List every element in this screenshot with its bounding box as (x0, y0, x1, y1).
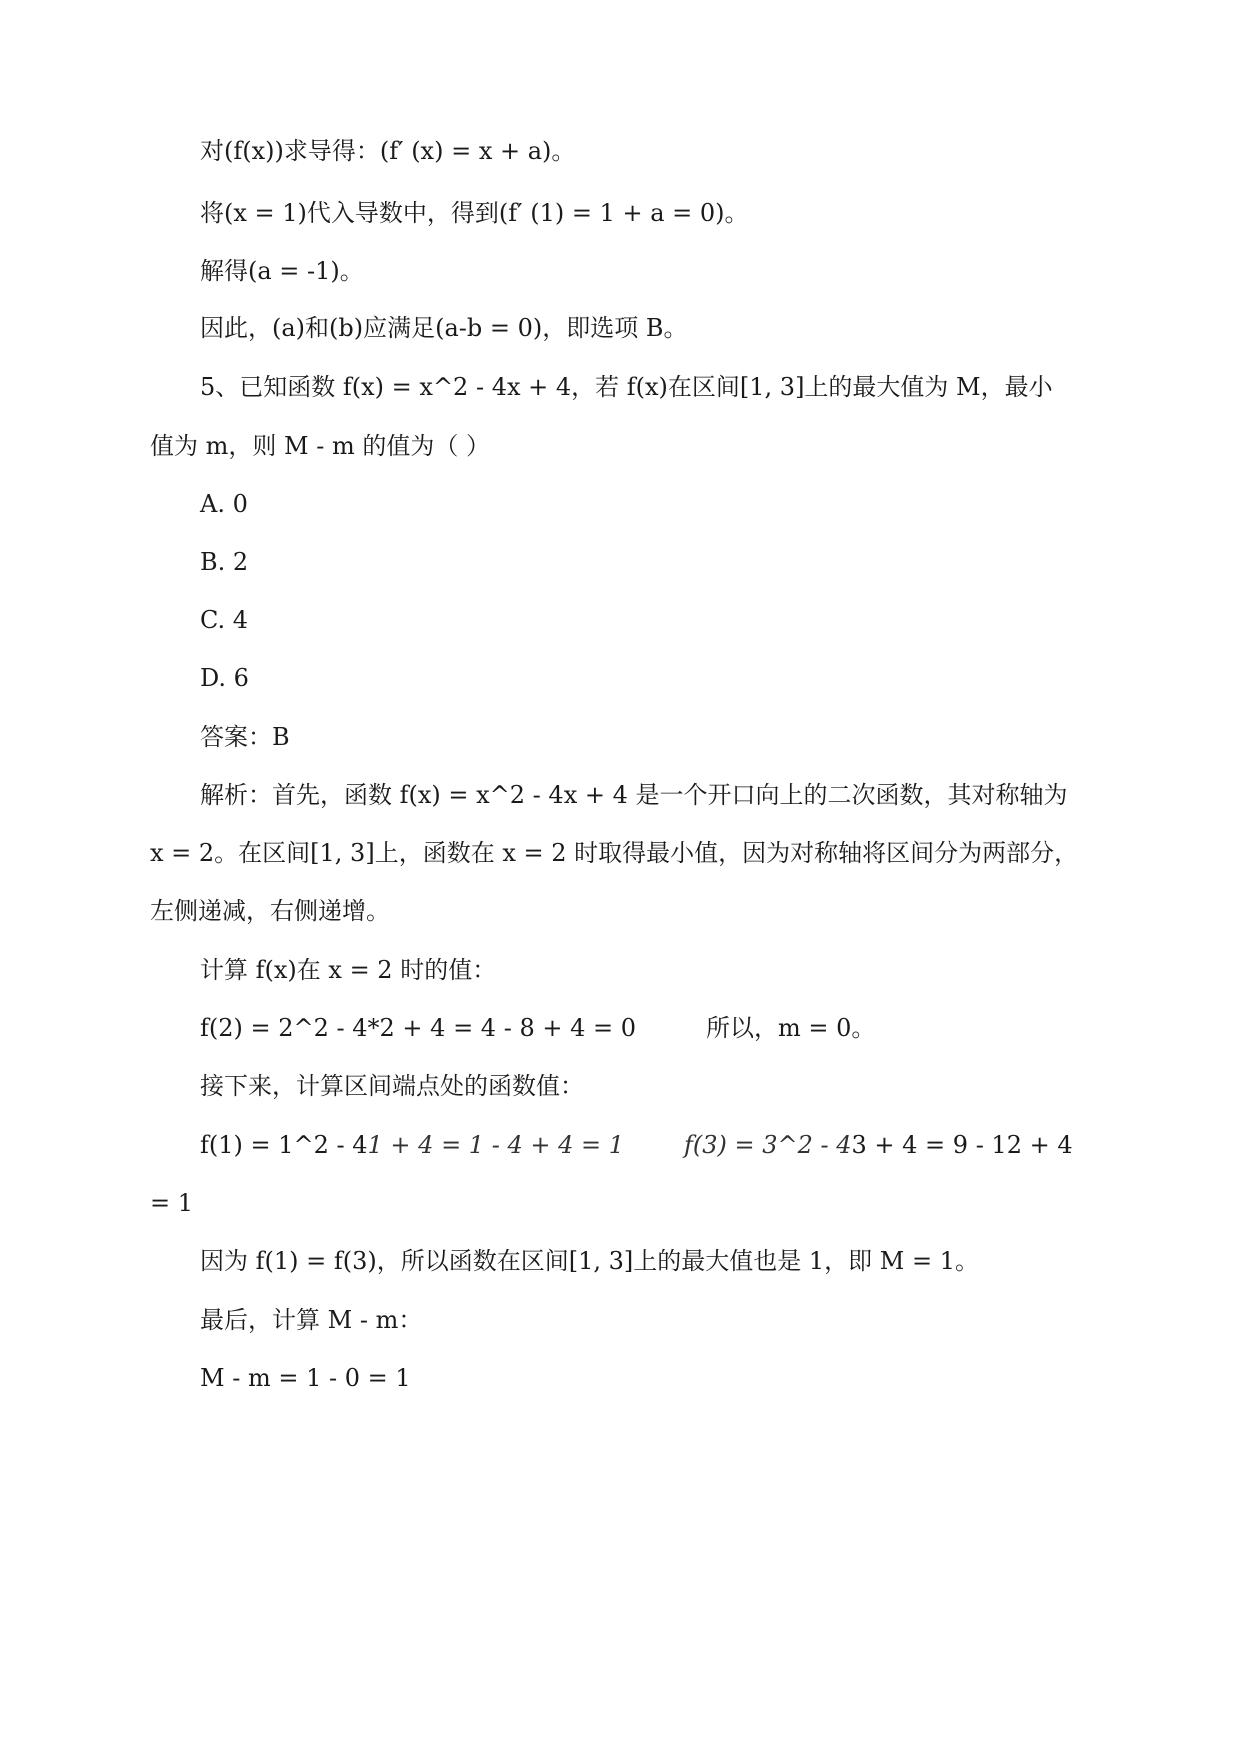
answer-line: 答案：B (200, 723, 290, 751)
text-line-derivative: 对(f(x))求导得：(f′ (x) = x + a)。 (200, 137, 576, 165)
option-b: B. 2 (200, 548, 249, 576)
f1-expression-italic: 1 + 4 = 1 - 4 + 4 = 1 (367, 1131, 624, 1159)
option-a: A. 0 (200, 490, 248, 518)
final-intro: 最后，计算 M - m： (200, 1306, 423, 1334)
analysis-line-2: x = 2。在区间[1, 3]上，函数在 x = 2 时取得最小值，因为对称轴将区间分为两部分， (150, 839, 1079, 867)
f2-expression: f(2) = 2^2 - 4*2 + 4 = 4 - 8 + 4 = 0 (200, 1014, 636, 1042)
final-result: M - m = 1 - 0 = 1 (200, 1364, 411, 1392)
f3-expression-end: 3 + 4 = 9 - 12 + 4 (851, 1131, 1073, 1159)
question-5-line-1: 5、已知函数 f(x) = x^2 - 4x + 4，若 f(x)在区间[1, 3]上的最大值为 M，最小 (200, 373, 1053, 401)
text-line-solve-a: 解得(a = -1)。 (200, 257, 364, 285)
compute-f2-intro: 计算 f(x)在 x = 2 时的值： (200, 956, 497, 984)
option-d: D. 6 (200, 664, 249, 692)
text-line-substitute: 将(x = 1)代入导数中，得到(f′ (1) = 1 + a = 0)。 (200, 199, 749, 227)
endpoints-line-wrap: = 1 (150, 1189, 194, 1217)
endpoints-intro: 接下来，计算区间端点处的函数值： (200, 1072, 584, 1100)
compute-f2-line (200, 1013, 875, 1043)
text-line-conclusion-b: 因此，(a)和(b)应满足(a-b = 0)，即选项 B。 (200, 314, 688, 342)
m-result: 所以，m = 0。 (705, 1014, 876, 1042)
max-value-line: 因为 f(1) = f(3)，所以函数在区间[1, 3]上的最大值也是 1，即 M = 1。 (200, 1247, 980, 1275)
question-5-line-2: 值为 m，则 M - m 的值为（ ） (150, 432, 490, 460)
option-c: C. 4 (200, 606, 249, 634)
endpoints-line (200, 1130, 1073, 1160)
f1-expression-start: f(1) = 1^2 - 4 (200, 1131, 368, 1159)
f3-expression-italic: f(3) = 3^2 - 4 (683, 1131, 852, 1159)
analysis-line-3: 左侧递减，右侧递增。 (150, 897, 390, 925)
analysis-line-1: 解析：首先，函数 f(x) = x^2 - 4x + 4 是一个开口向上的二次函数，其对称轴为 (200, 781, 1068, 809)
